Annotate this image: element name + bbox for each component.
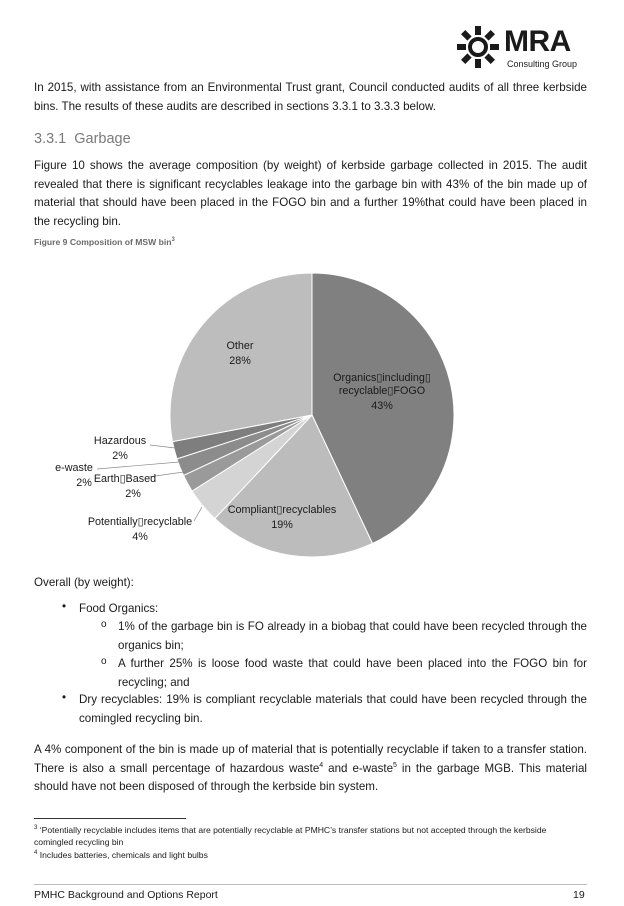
footnote-4 xyxy=(34,850,587,862)
leader-line xyxy=(194,507,202,521)
logo-subtitle: Consulting Group xyxy=(507,59,578,69)
potentially-recyclable-paragraph xyxy=(34,741,587,797)
para-text-1: A 4% component of the bin is made up of material that is potentially recyclable if taken to a transfer station. There is also a small percentage of hazardous waste xyxy=(34,743,587,775)
figure-caption-ref: 3 xyxy=(171,237,175,244)
slice-label: Hazardous 2% xyxy=(93,435,147,462)
footnote-3-number: 3 xyxy=(34,825,38,832)
footnote-ref-5: 5 xyxy=(393,761,397,769)
para-text-3: in the garbage MGB. This material should have not been disposed of through the kerbside bin system. xyxy=(34,761,587,793)
bullet-dot: • xyxy=(62,691,67,704)
logo-text: MRA xyxy=(504,25,571,58)
footnote-divider xyxy=(34,818,186,819)
slice-label: Organics▯including▯ recyclable▯FOGO 43% xyxy=(333,372,431,412)
overall-heading: Overall (by weight): xyxy=(34,576,134,589)
slice-label: Potentially▯recyclable 4% xyxy=(87,516,193,543)
section-heading xyxy=(34,131,131,147)
bullet-dot: • xyxy=(62,600,67,613)
sub-bullet-circle: o xyxy=(101,656,107,667)
footnote-ref-4: 4 xyxy=(319,761,324,769)
figure-caption-text: Figure 9 Composition of MSW bin xyxy=(34,237,172,247)
footnote-4-number: 4 xyxy=(34,850,38,857)
logo-gear-icon xyxy=(455,24,501,70)
sub-bullet-biobag: 1% of the garbage bin is FO already in a biobag that could have been recycled through the organics bin; xyxy=(118,620,587,652)
slice-label: Earth▯Based 2% xyxy=(93,473,157,500)
page-number: 19 xyxy=(573,889,585,901)
footnote-3-text: ‘Potentially recyclable includes items that are potentially recyclable at PMHC’s transfer stations but not accepted through the kerbside comingled recycling bin xyxy=(34,825,547,847)
figure-caption xyxy=(34,237,175,247)
leader-line xyxy=(97,462,179,469)
section-number: 3.3.1 xyxy=(34,131,67,147)
footer-divider xyxy=(34,884,587,885)
pie-chart xyxy=(40,255,510,565)
slice-label: Compliant▯recyclables 19% xyxy=(227,504,337,531)
footer-report-title: PMHC Background and Options Report xyxy=(34,889,218,901)
section-title: Garbage xyxy=(74,131,131,147)
slice-label: Other 28% xyxy=(226,340,254,367)
garbage-paragraph: Figure 10 shows the average composition (by weight) of kerbside garbage collected in 2015. The audit revealed that there is significant recyclables leakage into the garbage bin with 43% of the bin made up of material that should have been placed in the FOGO bin and a further 19%that could have been placed in the recycling bin. xyxy=(34,159,587,228)
slice-label: e-waste 2% xyxy=(55,462,93,489)
para-text-2: and e-waste xyxy=(323,761,394,775)
sub-bullet-loose-food: A further 25% is loose food waste that could have been placed into the FOGO bin for recycling; and xyxy=(118,657,587,689)
leader-line xyxy=(150,445,175,448)
bullet-food-organics: Food Organics: xyxy=(79,602,159,615)
footnote-4-text: Includes batteries, chemicals and light bulbs xyxy=(37,850,208,860)
intro-paragraph: In 2015, with assistance from an Environmental Trust grant, Council conducted audits of all three kerbside bins. The results of these audits are described in sections 3.3.1 to 3.3.3 below. xyxy=(34,81,587,113)
footnote-3 xyxy=(34,825,587,848)
mra-logo xyxy=(455,22,615,74)
sub-bullet-circle: o xyxy=(101,619,107,630)
bullet-dry-recyclables: Dry recyclables: 19% is compliant recyclable materials that could have been recycled through the comingled recycling bin. xyxy=(79,693,587,725)
